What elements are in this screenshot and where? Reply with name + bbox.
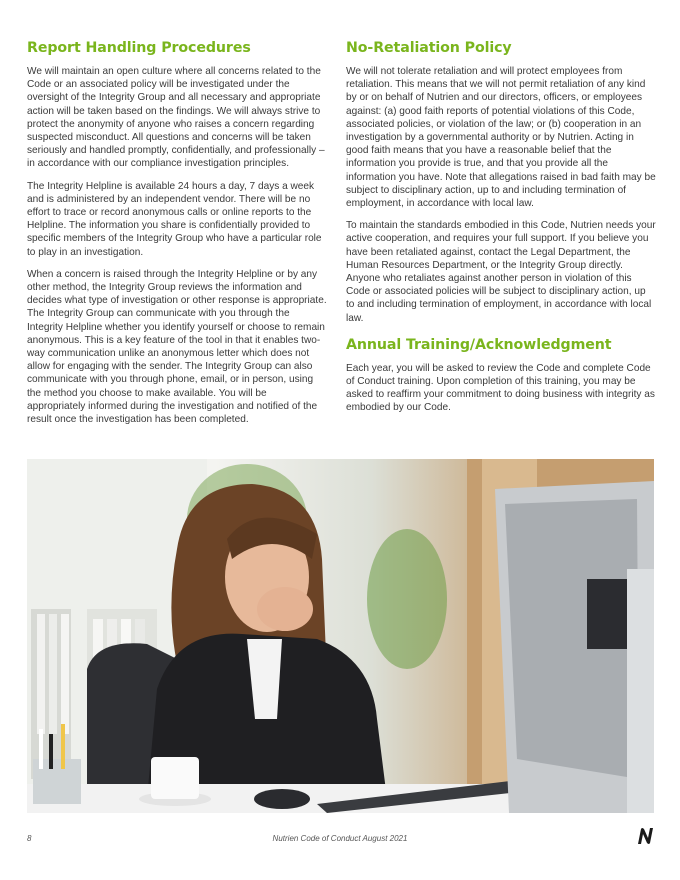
paragraph: When a concern is raised through the Integrity Helpline or by any other method, the Integrity Group reviews the information and decides what type of investigation or other response is appropriate. The Integrity Group can communicate with you through the Integrity Helpline whether you identify yourself or choose to remain anonymous. This is a key feature of the tool in that it enables two-way communication unlike an anonymous letter which does not allow for engaging with the sender. The Integrity Group can also communicate with you through phone, email, or in person, using the method you choose to make available. You will be appropriately informed during the investigation and notified of the result once the investigation has been completed. [27, 268, 327, 426]
photo-illustration [27, 459, 654, 813]
paragraph: We will not tolerate retaliation and will protect employees from retaliation. This means that we will not permit retaliation of any kind by or on behalf of Nutrien and our directors, officers, or employees against: (a) good faith reports of potential violations of this Code, associated policies, or violation of the law; or (b) cooperation in an investigation by a governmental authority or by Nutrien. Acting in good faith means that you have a reasonable belief that the information you provide is true, and that you provide all the information you have. Note that allegations raised in bad faith may be subject to disciplinary action, up to and including termination of employment, in accordance with local law. [346, 66, 656, 210]
report-handling-heading: Report Handling Procedures [27, 40, 251, 56]
left-column [27, 40, 327, 435]
paragraph: The Integrity Helpline is available 24 hours a day, 7 days a week and is administered by an independent vendor. There will be no effort to trace or record anonymous calls or online reports to the Helpline. The information you share is confidentially provided to specific members of the Integrity Group who have a particular role to play in an investigation. [27, 180, 322, 258]
right-column [346, 40, 656, 424]
no-retaliation-heading: No-Retaliation Policy [346, 40, 512, 56]
page-number: 8 [27, 834, 32, 843]
annual-training-heading: Annual Training/Acknowledgment [346, 336, 612, 353]
paragraph: To maintain the standards embodied in this Code, Nutrien needs your active cooperation, and requires your full support. If you believe you have been retaliated against, contact the Legal Department, the Human Resources Department, or the Integrity Group directly. Anyone who retaliates against another person in violation of this Code or associated policies will be subject to disciplinary action, up to and including termination of employment, in accordance with local law. [346, 220, 656, 324]
paragraph: Each year, you will be asked to review the Code and complete Code of Conduct training. Upon completion of this training, you may be asked to reaffirm your commitment to doing business with integrity as embodied by our Code. [346, 362, 655, 414]
footer-title: Nutrien Code of Conduct August 2021 [272, 834, 408, 843]
paragraph: We will maintain an open culture where all concerns related to the Code or an associated policy will be investigated under the oversight of the Integrity Group and all necessary and appropriate action will be taken based on the findings. We will always strive to protect the anonymity of anyone who raises a concern regarding suspected misconduct. All questions and concerns will be taken seriously and handled promptly, confidentially, and professionally – in accordance with our compliance investigation principles. [27, 66, 325, 170]
office-worker-photo [27, 459, 654, 813]
nutrien-logo-icon [636, 826, 654, 846]
